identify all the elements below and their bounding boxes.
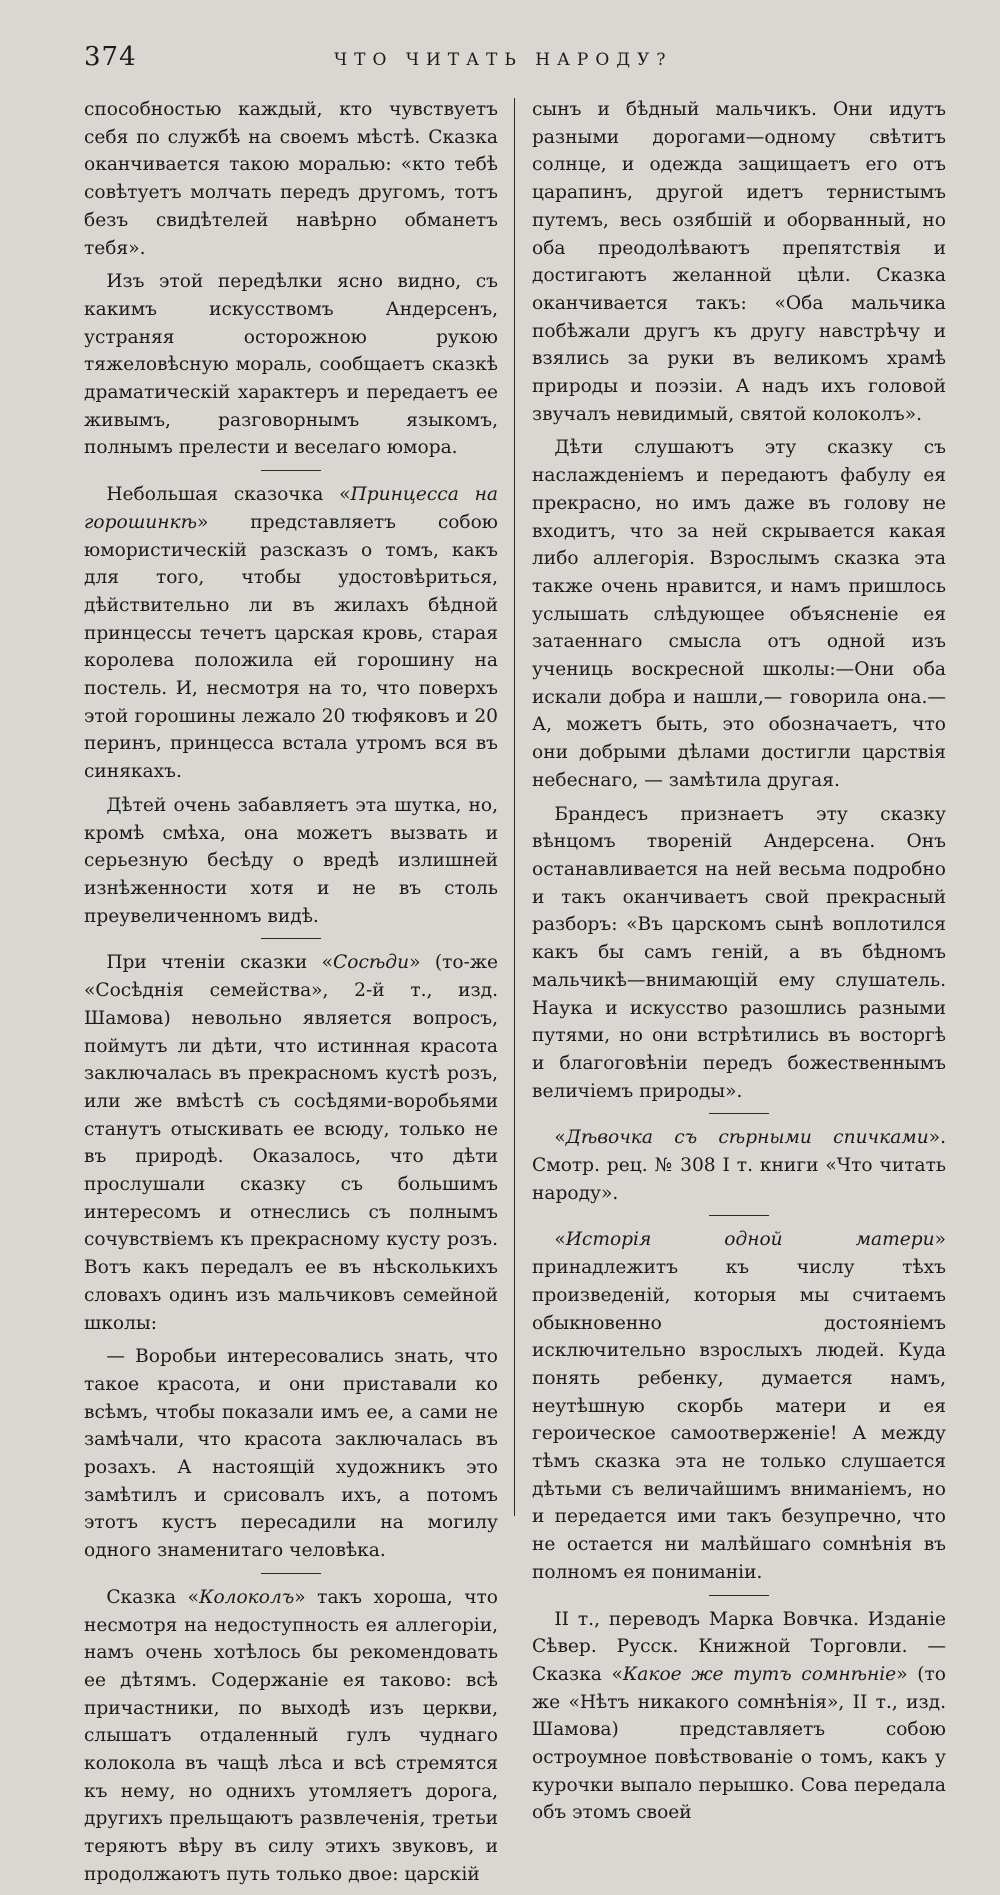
story-title: Сосѣди bbox=[333, 952, 410, 974]
paragraph: сынъ и бѣдный мальчикъ. Они идутъ разными дорогами—одному свѣтитъ солнце, и одежда защищаетъ его отъ царапинъ, другой идетъ тернистымъ путемъ, весь озябшій и оборванный, но оба преодолѣваютъ препятствія и достигаютъ желанной цѣли. Сказка оканчивается такъ: «Оба мальчика побѣжали другъ къ другу навстрѣчу и взялись за руки въ великомъ храмѣ природы и поэзіи. А надъ ихъ головой звучалъ невидимый, святой колоколъ». bbox=[532, 99, 946, 425]
section-rule bbox=[709, 1595, 769, 1596]
story-title: Дѣвочка съ сѣрными спичками bbox=[565, 1127, 929, 1149]
paragraph: «Дѣвочка съ сѣрными спичками». Смотр. рец. № 308 I т. книги «Что читать народу». bbox=[532, 1127, 946, 1204]
page-number: 374 bbox=[84, 42, 137, 72]
right-column bbox=[532, 96, 946, 1833]
paragraph: Дѣтей очень забавляетъ эта шутка, но, кромѣ смѣха, она можетъ вызвать и серьезную бесѣду о вредѣ излишней изнѣженности хотя и не въ столь преувеличенномъ видѣ. bbox=[84, 794, 498, 927]
story-title: Исторія одной матери bbox=[565, 1229, 935, 1251]
section-rule bbox=[261, 1573, 321, 1574]
paragraph: Сказка «Колоколъ» такъ хороша, что несмотря на недоступность ея аллегоріи, намъ очень хотѣлось бы рекомендовать ее дѣтямъ. Содержаніе ея таково: всѣ причастники, по выходѣ изъ церкви, слышатъ отдаленный гулъ чуднаго колокола въ чащѣ лѣса и всѣ стремятся къ нему, но однихъ утомляетъ дорога, другихъ прельщаютъ развлеченія, третьи теряютъ вѣру въ силу этихъ звуковъ, и продолжаютъ путь только двое: царскій bbox=[84, 1586, 498, 1885]
paragraph: Изъ этой передѣлки ясно видно, съ какимъ искусствомъ Андерсенъ, устраняя осторожною рукою тяжеловѣсную мораль, сообщаетъ сказкѣ драматическій характеръ и передаетъ ее живымъ, разговорнымъ языкомъ, полнымъ прелести и веселаго юмора. bbox=[84, 271, 498, 459]
story-title: Колоколъ bbox=[199, 1586, 295, 1608]
story-title: Принцесса на горошинкѣ bbox=[84, 484, 498, 533]
paragraph: При чтеніи сказки «Сосѣди» (то-же «Сосѣднія семейства», 2-й т., изд. Шамова) невольно является вопросъ, поймутъ ли дѣти, что истинная красота заключалась въ прекрасномъ кустѣ розъ, или же вмѣстѣ съ сосѣдями-воробьями станутъ отыскивать ее всюду, только не въ природѣ. Оказалось, что дѣти прослушали сказку съ большимъ интересомъ и отнеслись съ полнымъ сочувствіемъ къ прекрасному кусту розъ. Вотъ какъ передалъ ее въ нѣсколькихъ словахъ одинъ изъ мальчиковъ семейной школы: bbox=[84, 952, 498, 1334]
paragraph: Небольшая сказочка «Принцесса на горошинкѣ» представляетъ собою юмористическій разсказъ о томъ, какъ для того, чтобы удостовѣриться, дѣйствительно ли въ жилахъ бѣдной принцессы течетъ царская кровь, старая королева положила ей горошину на постель. И, несмотря на то, что поверхъ этой горошины лежало 20 тюфяковъ и 20 перинъ, принцесса встала утромъ вся въ синякахъ. bbox=[84, 484, 498, 783]
section-rule bbox=[709, 1113, 769, 1114]
story-title: Какое же тутъ сомнѣніе bbox=[622, 1663, 897, 1685]
running-title: ЧТО ЧИТАТЬ НАРОДУ? bbox=[334, 50, 673, 70]
page-header bbox=[84, 38, 964, 78]
paragraph: — Воробьи интересовались знать, что такое красота, и они приставали ко всѣмъ, чтобы показали имъ ее, а сами не замѣчали, что красота заключалась въ розахъ. А настоящій художникъ это замѣтилъ и срисовалъ ихъ, а потомъ этотъ кустъ пересадили на могилу одного знаменитаго человѣка. bbox=[84, 1346, 498, 1562]
paragraph: II т., переводъ Марка Вовчка. Изданіе Сѣвер. Русск. Книжной Торговли. — Сказка «Какое же тутъ сомнѣніе» (то же «Нѣтъ никакого сомнѣнія», II т., изд. Шамова) представляетъ собою остроумное повѣствованіе о томъ, какъ у курочки выпало перышко. Сова передала объ этомъ своей bbox=[532, 1608, 946, 1824]
section-rule bbox=[261, 938, 321, 939]
paragraph: «Исторія одной матери» принадлежитъ къ числу тѣхъ произведеній, которыя мы считаемъ обыкновенно достояніемъ исключительно взрослыхъ людей. Куда понять ребенку, думается намъ, неутѣшную скорбь матери и ея героическое самоотверженіе! А между тѣмъ сказка эта не только слушается дѣтьми съ величайшимъ вниманіемъ, но и передается ими такъ безупречно, что не остается ни малѣйшаго сомнѣнія въ полномъ ея пониманіи. bbox=[532, 1229, 946, 1583]
section-rule bbox=[709, 1215, 769, 1216]
section-rule bbox=[261, 470, 321, 471]
column-divider bbox=[514, 98, 515, 1516]
paragraph: Дѣти слушаютъ эту сказку съ наслажденіемъ и передаютъ фабулу ея прекрасно, но имъ даже въ голову не входитъ, что за ней скрывается какая либо аллегорія. Взрослымъ сказка эта также очень нравится, и намъ пришлось услышать слѣдующее объясненіе ея затаеннаго смысла отъ одной изъ учениць воскресной школы:—Они оба искали добра и нашли,— говорила она.—А, можетъ быть, это обозначаетъ, что они добрыми дѣлами достигли царствія небеснаго, — замѣтила другая. bbox=[532, 437, 946, 791]
paragraph: способностью каждый, кто чувствуетъ себя по службѣ на своемъ мѣстѣ. Сказка оканчивается такою моралью: «кто тебѣ совѣтуетъ молчать передъ другомъ, тотъ безъ свидѣтелей навѣрно обманетъ тебя». bbox=[84, 99, 498, 259]
left-column bbox=[84, 96, 498, 1895]
paragraph: Брандесъ признаетъ эту сказку вѣнцомъ твореній Андерсена. Онъ останавливается на ней весьма подробно и такъ оканчиваетъ свой прекрасный разборъ: «Въ царскомъ сынѣ воплотился какъ бы самъ геній, а въ бѣдномъ мальчикѣ—внимающій ему слушатель. Наука и искусство разошлись разными путями, но они встрѣтились въ восторгѣ и благоговѣніи передъ божественнымъ величіемъ природы». bbox=[532, 803, 946, 1102]
